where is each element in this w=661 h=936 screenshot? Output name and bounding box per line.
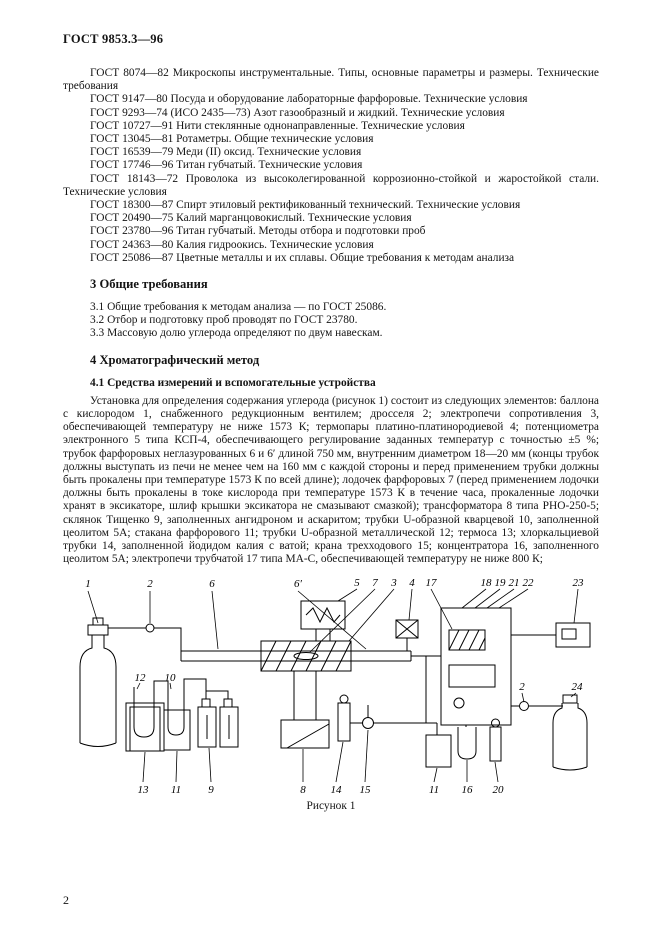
gost-reference: ГОСТ 24363—80 Калия гидроокись. Технические условия <box>90 238 374 251</box>
figure-label: 4 <box>409 576 415 589</box>
figure-label: 14 <box>330 783 342 796</box>
vessel-connectors <box>154 679 206 691</box>
figure-label: 1 <box>85 577 91 590</box>
gost-reference: ГОСТ 25086—87 Цветные металлы и их сплавы. Общие требования к методам анализа <box>90 251 515 264</box>
clause-3-1: 3.1 Общие требования к методам анализа — по ГОСТ 25086. <box>90 301 387 314</box>
u-tube-metal <box>134 687 154 737</box>
figure-label: 6′ <box>294 577 302 590</box>
figure-label: 7 <box>372 576 378 589</box>
figure-label: 13 <box>137 783 149 796</box>
figure-label: 10 <box>164 671 176 684</box>
oxygen-cylinder <box>80 618 116 747</box>
figure-label: 9 <box>208 783 214 796</box>
three-way-valve <box>350 705 437 729</box>
figure-label: 18 <box>480 576 492 589</box>
figure-label: 20 <box>492 783 504 796</box>
gas-supply-line <box>108 624 181 651</box>
page-content <box>63 32 599 812</box>
right-unit-box <box>441 608 511 727</box>
u-tube-quartz <box>168 687 184 735</box>
clause-3-3: 3.3 Массовую долю углерода определяют по двум навескам. <box>90 327 383 340</box>
gost-reference: ГОСТ 18300—87 Спирт этиловый ректификованный технический. Технические условия <box>90 199 521 212</box>
transformer <box>281 671 329 748</box>
potentiometer <box>301 601 345 641</box>
figure-label: 17 <box>425 576 437 589</box>
porcelain-beaker-right <box>426 723 451 767</box>
figure-label: 15 <box>359 783 371 796</box>
concentrator <box>458 727 476 759</box>
gost-reference: ГОСТ 9293—74 (ИСО 2435—73) Азот газообразный и жидкий. Технические условия <box>90 106 505 119</box>
figure-label: 2 <box>147 577 153 590</box>
figure-label: 3 <box>391 576 397 589</box>
section-4-title: 4 Хроматографический метод <box>90 352 260 367</box>
section-4-1-title: 4.1 Средства измерений и вспомогательные устройства <box>90 376 376 389</box>
tishchenko-flasks <box>198 691 238 747</box>
gost-reference: ГОСТ 16539—79 Меди (II) оксид. Технические условия <box>90 146 362 159</box>
resistance-furnace <box>261 641 351 671</box>
gost-reference: ГОСТ 9147—80 Посуда и оборудование лабораторные фарфоровые. Технические условия <box>90 93 528 106</box>
figure-label: 11 <box>170 783 182 796</box>
gost-reference: ГОСТ 8074—82 Микроскопы инструментальные. Типы, основные параметры и размеры. Технические требования <box>63 67 599 93</box>
section-3-title: 3 Общие требования <box>90 277 208 292</box>
figure-label: 12 <box>134 671 146 684</box>
gost-reference: ГОСТ 18143—72 Проволока из высоколегированной коррозионно-стойкой и жаростойкой стали. Технические условия <box>63 172 599 198</box>
figure-label: 19 <box>494 576 506 589</box>
clause-3-2: 3.2 Отбор и подготовку проб проводят по ГОСТ 23780. <box>90 314 358 327</box>
figure-label: 6 <box>209 577 215 590</box>
figure-label: 24 <box>571 680 583 693</box>
porcelain-boat <box>294 652 318 659</box>
figure-1 <box>63 575 599 812</box>
figure-label: 8 <box>300 783 306 796</box>
section-4-1-paragraph: Установка для определения содержания углерода (рисунок 1) состоит из следующих элементов: баллона с кислородом 1, снабженного редукционным вентилем; дросселя 2; электропечи сопротивления 3, обеспечивающей температуру не ниже 1573 К; термопары платино-платинородиевой 4; потенциометра электронного 5 типа КСП-4, обеспечивающего регулирование заданных температур с точностью ±5 %; трубок фарфоровых неглазурованных 6 и 6′ длиной 750 мм, внутренним диаметром 18—20 мм (концы трубок должны выступать из печи не менее чем на 160 мм с каждой стороны и перед применением трубки должны быть прокалены при температуре 1573 К по всей длине); лодочек фарфоровых 7 (перед применением лодочки должны быть прокалены в токе кислорода при температуре 1573 К в течение часа, прокаленные лодочки хранят в эксикаторе, шлиф крышки эксикатора не смазывают смазкой); трансформатора 8 типа РНО-250-5; склянок Тищенко 9, заполненных ангидроном и аскаритом; трубки U-образной кварцевой 10, заполненной цеолитом 5А; стакана фарфорового 11; трубки U-образной металлической 12; термоса 13; хлоркальциевой трубки 14, заполненной йодидом калия с ватой; крана трехходового 15; концентратора 16, заполненного цеолитом 5А; электропечи трубчатой 17 типа МА-С, обеспечивающей температуру не ниже 800 К; <box>63 394 599 566</box>
figure-label: 5 <box>354 576 360 589</box>
recorder-meter <box>511 623 590 647</box>
gost-reference: ГОСТ 13045—81 Ротаметры. Общие технические условия <box>90 133 374 146</box>
figure-label: 21 <box>508 576 520 589</box>
figure-label: 2 <box>519 680 525 693</box>
figure-label: 11 <box>428 783 440 796</box>
second-cylinder <box>511 695 587 770</box>
figure-labels <box>85 577 584 796</box>
figure-label: 23 <box>572 576 584 589</box>
figure-label: 22 <box>522 576 534 589</box>
chlorocalcium-tube <box>338 695 350 741</box>
thermocouple-unit <box>396 620 418 651</box>
gost-reference: ГОСТ 17746—96 Титан губчатый. Технические условия <box>90 159 363 172</box>
figure-label: 16 <box>461 783 473 796</box>
leader-lines <box>88 589 578 782</box>
thermos <box>126 703 164 751</box>
diagram-linework <box>80 601 590 770</box>
ceramic-tube <box>181 651 411 661</box>
apparatus-diagram <box>66 575 596 797</box>
gost-reference: ГОСТ 20490—75 Калий марганцовокислый. Технические условия <box>90 212 412 225</box>
page-number: 2 <box>63 893 69 907</box>
figure-caption: Рисунок 1 <box>306 799 356 812</box>
gost-reference: ГОСТ 23780—96 Титан губчатый. Методы отбора и подготовки проб <box>90 225 426 238</box>
gost-reference: ГОСТ 10727—91 Нити стеклянные однонаправленные. Технические условия <box>90 119 465 132</box>
document-header: ГОСТ 9853.3—96 <box>63 32 164 46</box>
